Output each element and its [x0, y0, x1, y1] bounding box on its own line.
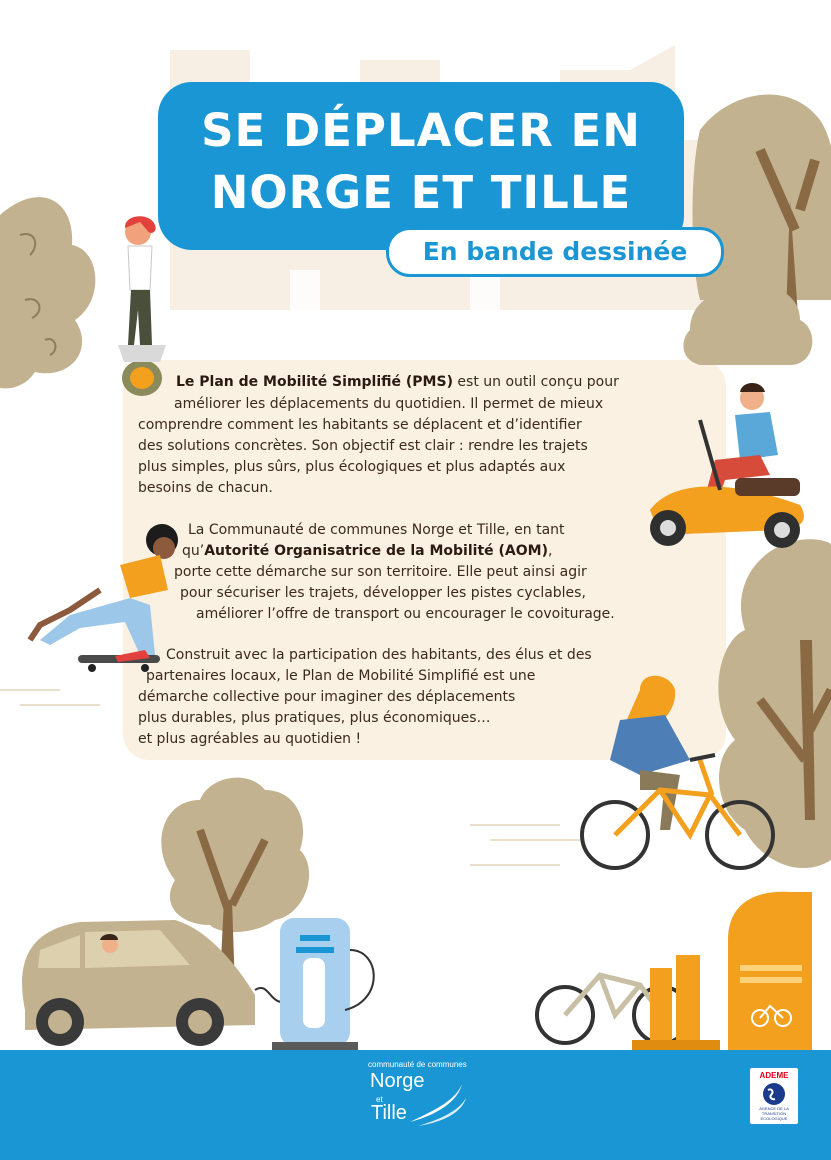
logo-norge: Norge — [370, 1070, 425, 1092]
right-tree-middle — [718, 539, 831, 868]
collective-line-5: et plus agréables au quotidien ! — [138, 731, 362, 747]
charging-station — [272, 918, 374, 1050]
title-line-1: SE DÉPLACER EN — [201, 104, 641, 157]
aom-line-4: pour sécuriser les trajets, développer les pistes cyclables, — [180, 585, 586, 601]
subtitle-badge: En bande dessinée — [386, 227, 724, 277]
aom-line-2 — [182, 541, 552, 562]
title-line-2: NORGE ET TILLE — [210, 166, 632, 219]
collective-line-1: Construit avec la participation des habitants, des élus et des — [166, 647, 592, 663]
intro-line-1 — [176, 372, 619, 393]
logo-tille: Tille — [371, 1102, 407, 1124]
globe-icon — [762, 1082, 786, 1106]
collective-line-4: plus durables, plus pratiques, plus économiques… — [138, 710, 491, 726]
left-bush — [0, 197, 95, 388]
intro-line-6: besoins de chacun. — [138, 480, 273, 496]
bike-parking — [537, 892, 812, 1050]
intro-line-5: plus simples, plus sûrs, plus écologiques et plus adaptés aux — [138, 459, 566, 475]
ademe-subtitle: AGENCE DE LA TRANSITION ÉCOLOGIQUE — [759, 1106, 789, 1121]
aom-post: , — [547, 543, 553, 559]
collective-line-3: démarche collective pour imaginer des déplacements — [138, 689, 516, 705]
ademe-label: ADEME — [759, 1071, 789, 1080]
collective-line-2: partenaires locaux, le Plan de Mobilité Simplifié est une — [146, 668, 536, 684]
car — [22, 920, 290, 1046]
ademe-logo — [750, 1068, 798, 1124]
aom-line-5: améliorer l’offre de transport ou encourager le covoiturage. — [196, 606, 615, 622]
aom-line-1: La Communauté de communes Norge et Tille, en tant — [188, 522, 565, 538]
aom-bold: Autorité Organisatrice de la Mobilité (AOM) — [204, 543, 548, 559]
logo-et: et — [376, 1095, 383, 1104]
logo-caption: communauté de communes — [368, 1060, 467, 1069]
intro-line-2: améliorer les déplacements du quotidien. Il permet de mieux — [174, 396, 604, 412]
intro-text: est un outil conçu pour — [452, 374, 619, 390]
intro-line-3: comprendre comment les habitants se déplacent et d’identifier — [138, 417, 582, 433]
pms-bold: Le Plan de Mobilité Simplifié (PMS) — [176, 374, 453, 390]
aom-pre: qu’ — [182, 543, 205, 559]
aom-line-3: porte cette démarche sur son territoire. Elle peut ainsi agir — [174, 564, 587, 580]
intro-line-4: des solutions concrètes. Son objectif est clair : rendre les trajets — [138, 438, 588, 454]
title-banner — [158, 82, 684, 250]
logo-swoosh-icon — [400, 1072, 470, 1132]
hoverboard-rider — [118, 216, 166, 396]
